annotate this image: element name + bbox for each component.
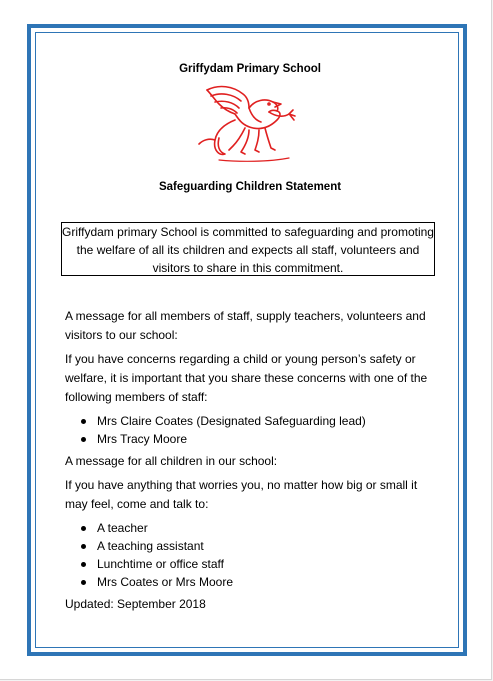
list-item: Mrs Tracy Moore <box>97 430 437 448</box>
staff-contact-list <box>65 412 437 448</box>
list-item: A teacher <box>97 519 437 537</box>
commitment-statement-box <box>61 222 435 276</box>
children-message: If you have anything that worries you, no matter how big or small it may feel, come and talk to: <box>65 478 418 511</box>
list-item: Mrs Coates or Mrs Moore <box>97 573 437 591</box>
list-item: Mrs Claire Coates (Designated Safeguarding lead) <box>97 412 437 430</box>
griffin-crest-icon <box>189 80 309 170</box>
commitment-text: Griffydam primary School is committed to safeguarding and promoting the welfare of all its children and expects all staff, volunteers and visitors to share in this commitment. <box>62 225 434 275</box>
statement-title: Safeguarding Children Statement <box>158 181 342 193</box>
list-item: Lunchtime or office staff <box>97 555 437 573</box>
list-item: A teaching assistant <box>97 537 437 555</box>
staff-intro: A message for all members of staff, supply teachers, volunteers and visitors to our school: <box>65 309 426 342</box>
updated-date: Updated: September 2018 <box>65 597 206 611</box>
children-intro: A message for all children in our school: <box>65 454 278 468</box>
body-text <box>65 307 437 619</box>
children-contact-list <box>65 519 437 591</box>
school-name: Griffydam Primary School <box>179 63 321 75</box>
staff-concerns: If you have concerns regarding a child or young person’s safety or welfare, it is important that you share these concerns with one of the following members of staff: <box>65 352 428 404</box>
